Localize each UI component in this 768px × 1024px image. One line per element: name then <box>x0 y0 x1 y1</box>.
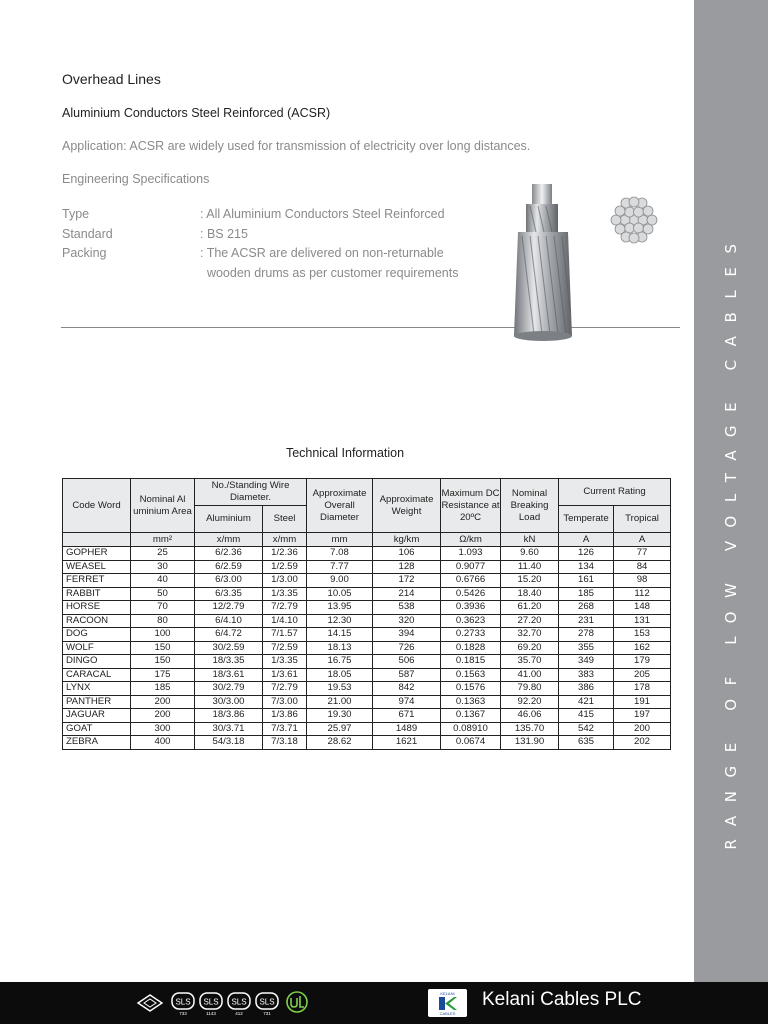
table-cell: 1.093 <box>441 547 501 561</box>
table-cell: 18/3.35 <box>195 655 263 669</box>
table-cell: 7/2.79 <box>263 601 307 615</box>
table-cell: 12.30 <box>307 614 373 628</box>
spec-value: : All Aluminium Conductors Steel Reinforced <box>200 207 445 221</box>
table-row <box>63 614 671 628</box>
code-word-cell: GOPHER <box>63 547 131 561</box>
code-word-cell: DOG <box>63 628 131 642</box>
table-cell: 30/2.79 <box>195 682 263 696</box>
table-cell: 1/3.86 <box>263 709 307 723</box>
table-cell: 28.62 <box>307 736 373 750</box>
sls-mark-icon-1 <box>172 993 194 1016</box>
table-cell: 148 <box>614 601 671 615</box>
cert-label: SLS <box>231 997 247 1007</box>
table-cell: 30/3.71 <box>195 722 263 736</box>
table-cell: 18.40 <box>501 587 559 601</box>
code-word-cell: PANTHER <box>63 695 131 709</box>
application-text: Application: ACSR are widely used for transmission of electricity over long distances. <box>62 139 531 153</box>
table-row <box>63 560 671 574</box>
table-cell: 542 <box>559 722 614 736</box>
table-cell: 11.40 <box>501 560 559 574</box>
table-cell: 175 <box>131 668 195 682</box>
table-cell: 6/3.35 <box>195 587 263 601</box>
code-word-cell: ZEBRA <box>63 736 131 750</box>
table-row <box>63 668 671 682</box>
table-row <box>63 722 671 736</box>
table-cell: 415 <box>559 709 614 723</box>
table-row <box>63 682 671 696</box>
unit-cell: mm² <box>131 533 195 547</box>
table-cell: 153 <box>614 628 671 642</box>
table-row <box>63 709 671 723</box>
table-cell: 185 <box>131 682 195 696</box>
code-word-cell: WOLF <box>63 641 131 655</box>
table-row <box>63 628 671 642</box>
table-cell: 18/3.86 <box>195 709 263 723</box>
table-cell: 112 <box>614 587 671 601</box>
header-diameter: Approximate Overall Diameter <box>307 479 373 533</box>
table-cell: 6/4.72 <box>195 628 263 642</box>
table-cell: 15.20 <box>501 574 559 588</box>
table-cell: 6/4.10 <box>195 614 263 628</box>
table-cell: 7/1.57 <box>263 628 307 642</box>
spec-value: : BS 215 <box>200 227 248 241</box>
header-tropical: Tropical <box>614 506 671 533</box>
table-cell: 178 <box>614 682 671 696</box>
table-cell: 7/3.71 <box>263 722 307 736</box>
table-cell: 32.70 <box>501 628 559 642</box>
header-aluminium: Aluminium <box>195 506 263 533</box>
table-row <box>63 736 671 750</box>
table-cell: 349 <box>559 655 614 669</box>
table-cell: 131.90 <box>501 736 559 750</box>
certification-logos <box>136 990 316 1016</box>
table-cell: 200 <box>131 709 195 723</box>
diamond-cert-icon <box>138 995 162 1011</box>
table-cell: 6/3.00 <box>195 574 263 588</box>
table-cell: 394 <box>373 628 441 642</box>
table-cell: 30/2.59 <box>195 641 263 655</box>
units-row <box>63 533 671 547</box>
table-cell: 1/2.36 <box>263 547 307 561</box>
table-cell: 100 <box>131 628 195 642</box>
unit-cell: A <box>614 533 671 547</box>
unit-cell: mm <box>307 533 373 547</box>
table-cell: 162 <box>614 641 671 655</box>
header-resistance: Maximum DC Resistance at 20ºC <box>441 479 501 533</box>
table-row <box>63 587 671 601</box>
table-cell: 200 <box>614 722 671 736</box>
section-divider <box>61 327 680 328</box>
table-cell: 6/2.59 <box>195 560 263 574</box>
kelani-logo <box>428 989 467 1017</box>
table-cell: 46.06 <box>501 709 559 723</box>
header-weight: Approximate Weight <box>373 479 441 533</box>
spec-value: : The ACSR are delivered on non-returnable <box>200 246 444 260</box>
table-cell: 383 <box>559 668 614 682</box>
table-cell: 587 <box>373 668 441 682</box>
spec-label: Packing <box>62 246 107 260</box>
unit-cell: x/mm <box>195 533 263 547</box>
table-cell: 386 <box>559 682 614 696</box>
cert-label: SLS <box>259 997 275 1007</box>
table-cell: 126 <box>559 547 614 561</box>
table-cell: 197 <box>614 709 671 723</box>
code-word-cell: CARACAL <box>63 668 131 682</box>
table-cell: 1/2.59 <box>263 560 307 574</box>
table-row <box>63 574 671 588</box>
table-cell: 106 <box>373 547 441 561</box>
table-cell: 69.20 <box>501 641 559 655</box>
cert-number: 412 <box>235 1011 243 1016</box>
table-cell: 0.3623 <box>441 614 501 628</box>
table-cell: 7/2.79 <box>263 682 307 696</box>
table-cell: 179 <box>614 655 671 669</box>
table-cell: 268 <box>559 601 614 615</box>
engineering-spec-title: Engineering Specifications <box>62 172 210 186</box>
table-cell: 0.1828 <box>441 641 501 655</box>
header-steel: Steel <box>263 506 307 533</box>
product-title: Aluminium Conductors Steel Reinforced (ACSR) <box>62 106 331 120</box>
cert-label: SLS <box>175 997 191 1007</box>
table-cell: 421 <box>559 695 614 709</box>
table-cell: 14.15 <box>307 628 373 642</box>
code-word-cell: JAGUAR <box>63 709 131 723</box>
table-cell: 12/2.79 <box>195 601 263 615</box>
table-cell: 200 <box>131 695 195 709</box>
unit-cell: Ω/km <box>441 533 501 547</box>
table-cell: 172 <box>373 574 441 588</box>
table-cell: 16.75 <box>307 655 373 669</box>
table-cell: 0.1363 <box>441 695 501 709</box>
table-cell: 128 <box>373 560 441 574</box>
ul-cert-icon <box>287 992 307 1012</box>
table-cell: 13.95 <box>307 601 373 615</box>
table-cell: 726 <box>373 641 441 655</box>
table-body <box>63 547 671 750</box>
table-cell: 0.1815 <box>441 655 501 669</box>
table-cell: 538 <box>373 601 441 615</box>
table-cell: 1/4.10 <box>263 614 307 628</box>
header-breaking-load: Nominal Breaking Load <box>501 479 559 533</box>
table-cell: 135.70 <box>501 722 559 736</box>
sls-mark-icon-3 <box>228 993 250 1016</box>
section-title: Overhead Lines <box>62 71 161 87</box>
table-cell: 7/3.00 <box>263 695 307 709</box>
unit-cell: x/mm <box>263 533 307 547</box>
table-cell: 19.30 <box>307 709 373 723</box>
table-cell: 10.05 <box>307 587 373 601</box>
table-cell: 1621 <box>373 736 441 750</box>
table-cell: 355 <box>559 641 614 655</box>
table-cell: 25.97 <box>307 722 373 736</box>
header-code-word: Code Word <box>63 479 131 533</box>
footer-bar <box>0 982 768 1024</box>
company-name: Kelani Cables PLC <box>482 989 642 1010</box>
table-cell: 79.80 <box>501 682 559 696</box>
table-cell: 0.1576 <box>441 682 501 696</box>
table-cell: 30/3.00 <box>195 695 263 709</box>
table-cell: 635 <box>559 736 614 750</box>
table-cell: 1/3.35 <box>263 587 307 601</box>
table-cell: 1/3.00 <box>263 574 307 588</box>
table-cell: 50 <box>131 587 195 601</box>
table-cell: 0.1563 <box>441 668 501 682</box>
code-word-cell: HORSE <box>63 601 131 615</box>
table-cell: 7/2.59 <box>263 641 307 655</box>
table-cell: 134 <box>559 560 614 574</box>
table-cell: 35.70 <box>501 655 559 669</box>
code-word-cell: LYNX <box>63 682 131 696</box>
code-word-cell: FERRET <box>63 574 131 588</box>
header-temperate: Temperate <box>559 506 614 533</box>
table-cell: 231 <box>559 614 614 628</box>
table-cell: 161 <box>559 574 614 588</box>
table-cell: 0.1367 <box>441 709 501 723</box>
table-cell: 25 <box>131 547 195 561</box>
table-cell: 98 <box>614 574 671 588</box>
table-cell: 400 <box>131 736 195 750</box>
technical-info-title: Technical Information <box>285 446 405 460</box>
table-cell: 18.05 <box>307 668 373 682</box>
table-cell: 61.20 <box>501 601 559 615</box>
table-cell: 84 <box>614 560 671 574</box>
table-cell: 320 <box>373 614 441 628</box>
unit-cell: kN <box>501 533 559 547</box>
table-cell: 9.00 <box>307 574 373 588</box>
table-cell: 974 <box>373 695 441 709</box>
cert-label: SLS <box>203 997 219 1007</box>
table-cell: 506 <box>373 655 441 669</box>
table-row <box>63 655 671 669</box>
table-cell: 7.08 <box>307 547 373 561</box>
cert-number: 731 <box>263 1011 271 1016</box>
sls-mark-icon-4 <box>256 993 278 1016</box>
svg-text:CABLES: CABLES <box>439 1011 456 1016</box>
cable-cross-section-image <box>604 192 664 248</box>
table-cell: 1489 <box>373 722 441 736</box>
header-nominal-area: Nominal Al uminium Area <box>131 479 195 533</box>
table-cell: 0.0674 <box>441 736 501 750</box>
table-cell: 0.2733 <box>441 628 501 642</box>
unit-cell <box>63 533 131 547</box>
table-cell: 150 <box>131 655 195 669</box>
code-word-cell: WEASEL <box>63 560 131 574</box>
table-cell: 278 <box>559 628 614 642</box>
table-cell: 19.53 <box>307 682 373 696</box>
header-stranding: No./Standing Wire Diameter. <box>195 479 307 506</box>
table-cell: 185 <box>559 587 614 601</box>
cert-number: 1143 <box>206 1011 216 1016</box>
code-word-cell: RABBIT <box>63 587 131 601</box>
table-cell: 80 <box>131 614 195 628</box>
table-cell: 1/3.61 <box>263 668 307 682</box>
table-cell: 0.5426 <box>441 587 501 601</box>
table-cell: 41.00 <box>501 668 559 682</box>
spec-label: Type <box>62 207 90 221</box>
table-row <box>63 601 671 615</box>
unit-cell: A <box>559 533 614 547</box>
technical-table <box>62 478 671 750</box>
table-cell: 54/3.18 <box>195 736 263 750</box>
spec-value: wooden drums as per customer requirements <box>200 266 459 280</box>
cert-number: 733 <box>179 1011 187 1016</box>
table-cell: 0.9077 <box>441 560 501 574</box>
spec-label: Standard <box>62 227 113 241</box>
table-cell: 0.3936 <box>441 601 501 615</box>
table-cell: 202 <box>614 736 671 750</box>
table-cell: 30 <box>131 560 195 574</box>
code-word-cell: RACOON <box>63 614 131 628</box>
acsr-cable-image <box>508 180 580 344</box>
sidebar-caption: RANGE OF LOW VOLTAGE CABLES <box>722 230 740 850</box>
table-cell: 842 <box>373 682 441 696</box>
table-cell: 9.60 <box>501 547 559 561</box>
table-cell: 40 <box>131 574 195 588</box>
table-cell: 214 <box>373 587 441 601</box>
table-cell: 92.20 <box>501 695 559 709</box>
header-current-rating: Current Rating <box>559 479 671 506</box>
table-row <box>63 695 671 709</box>
table-row <box>63 547 671 561</box>
table-cell: 18.13 <box>307 641 373 655</box>
table-cell: 205 <box>614 668 671 682</box>
table-cell: 671 <box>373 709 441 723</box>
table-cell: 18/3.61 <box>195 668 263 682</box>
table-row <box>63 641 671 655</box>
table-cell: 77 <box>614 547 671 561</box>
table-cell: 21.00 <box>307 695 373 709</box>
table-cell: 70 <box>131 601 195 615</box>
table-cell: 6/2.36 <box>195 547 263 561</box>
svg-text:KELANI: KELANI <box>440 991 455 996</box>
table-cell: 7.77 <box>307 560 373 574</box>
table-cell: 131 <box>614 614 671 628</box>
table-cell: 191 <box>614 695 671 709</box>
table-cell: 0.6766 <box>441 574 501 588</box>
code-word-cell: DINGO <box>63 655 131 669</box>
table-cell: 27.20 <box>501 614 559 628</box>
unit-cell: kg/km <box>373 533 441 547</box>
table-cell: 7/3.18 <box>263 736 307 750</box>
table-cell: 1/3.35 <box>263 655 307 669</box>
code-word-cell: GOAT <box>63 722 131 736</box>
sidebar-caption-wrap <box>694 0 768 982</box>
table-cell: 150 <box>131 641 195 655</box>
sls-mark-icon-2 <box>200 993 222 1016</box>
table-cell: 0.08910 <box>441 722 501 736</box>
table-cell: 300 <box>131 722 195 736</box>
